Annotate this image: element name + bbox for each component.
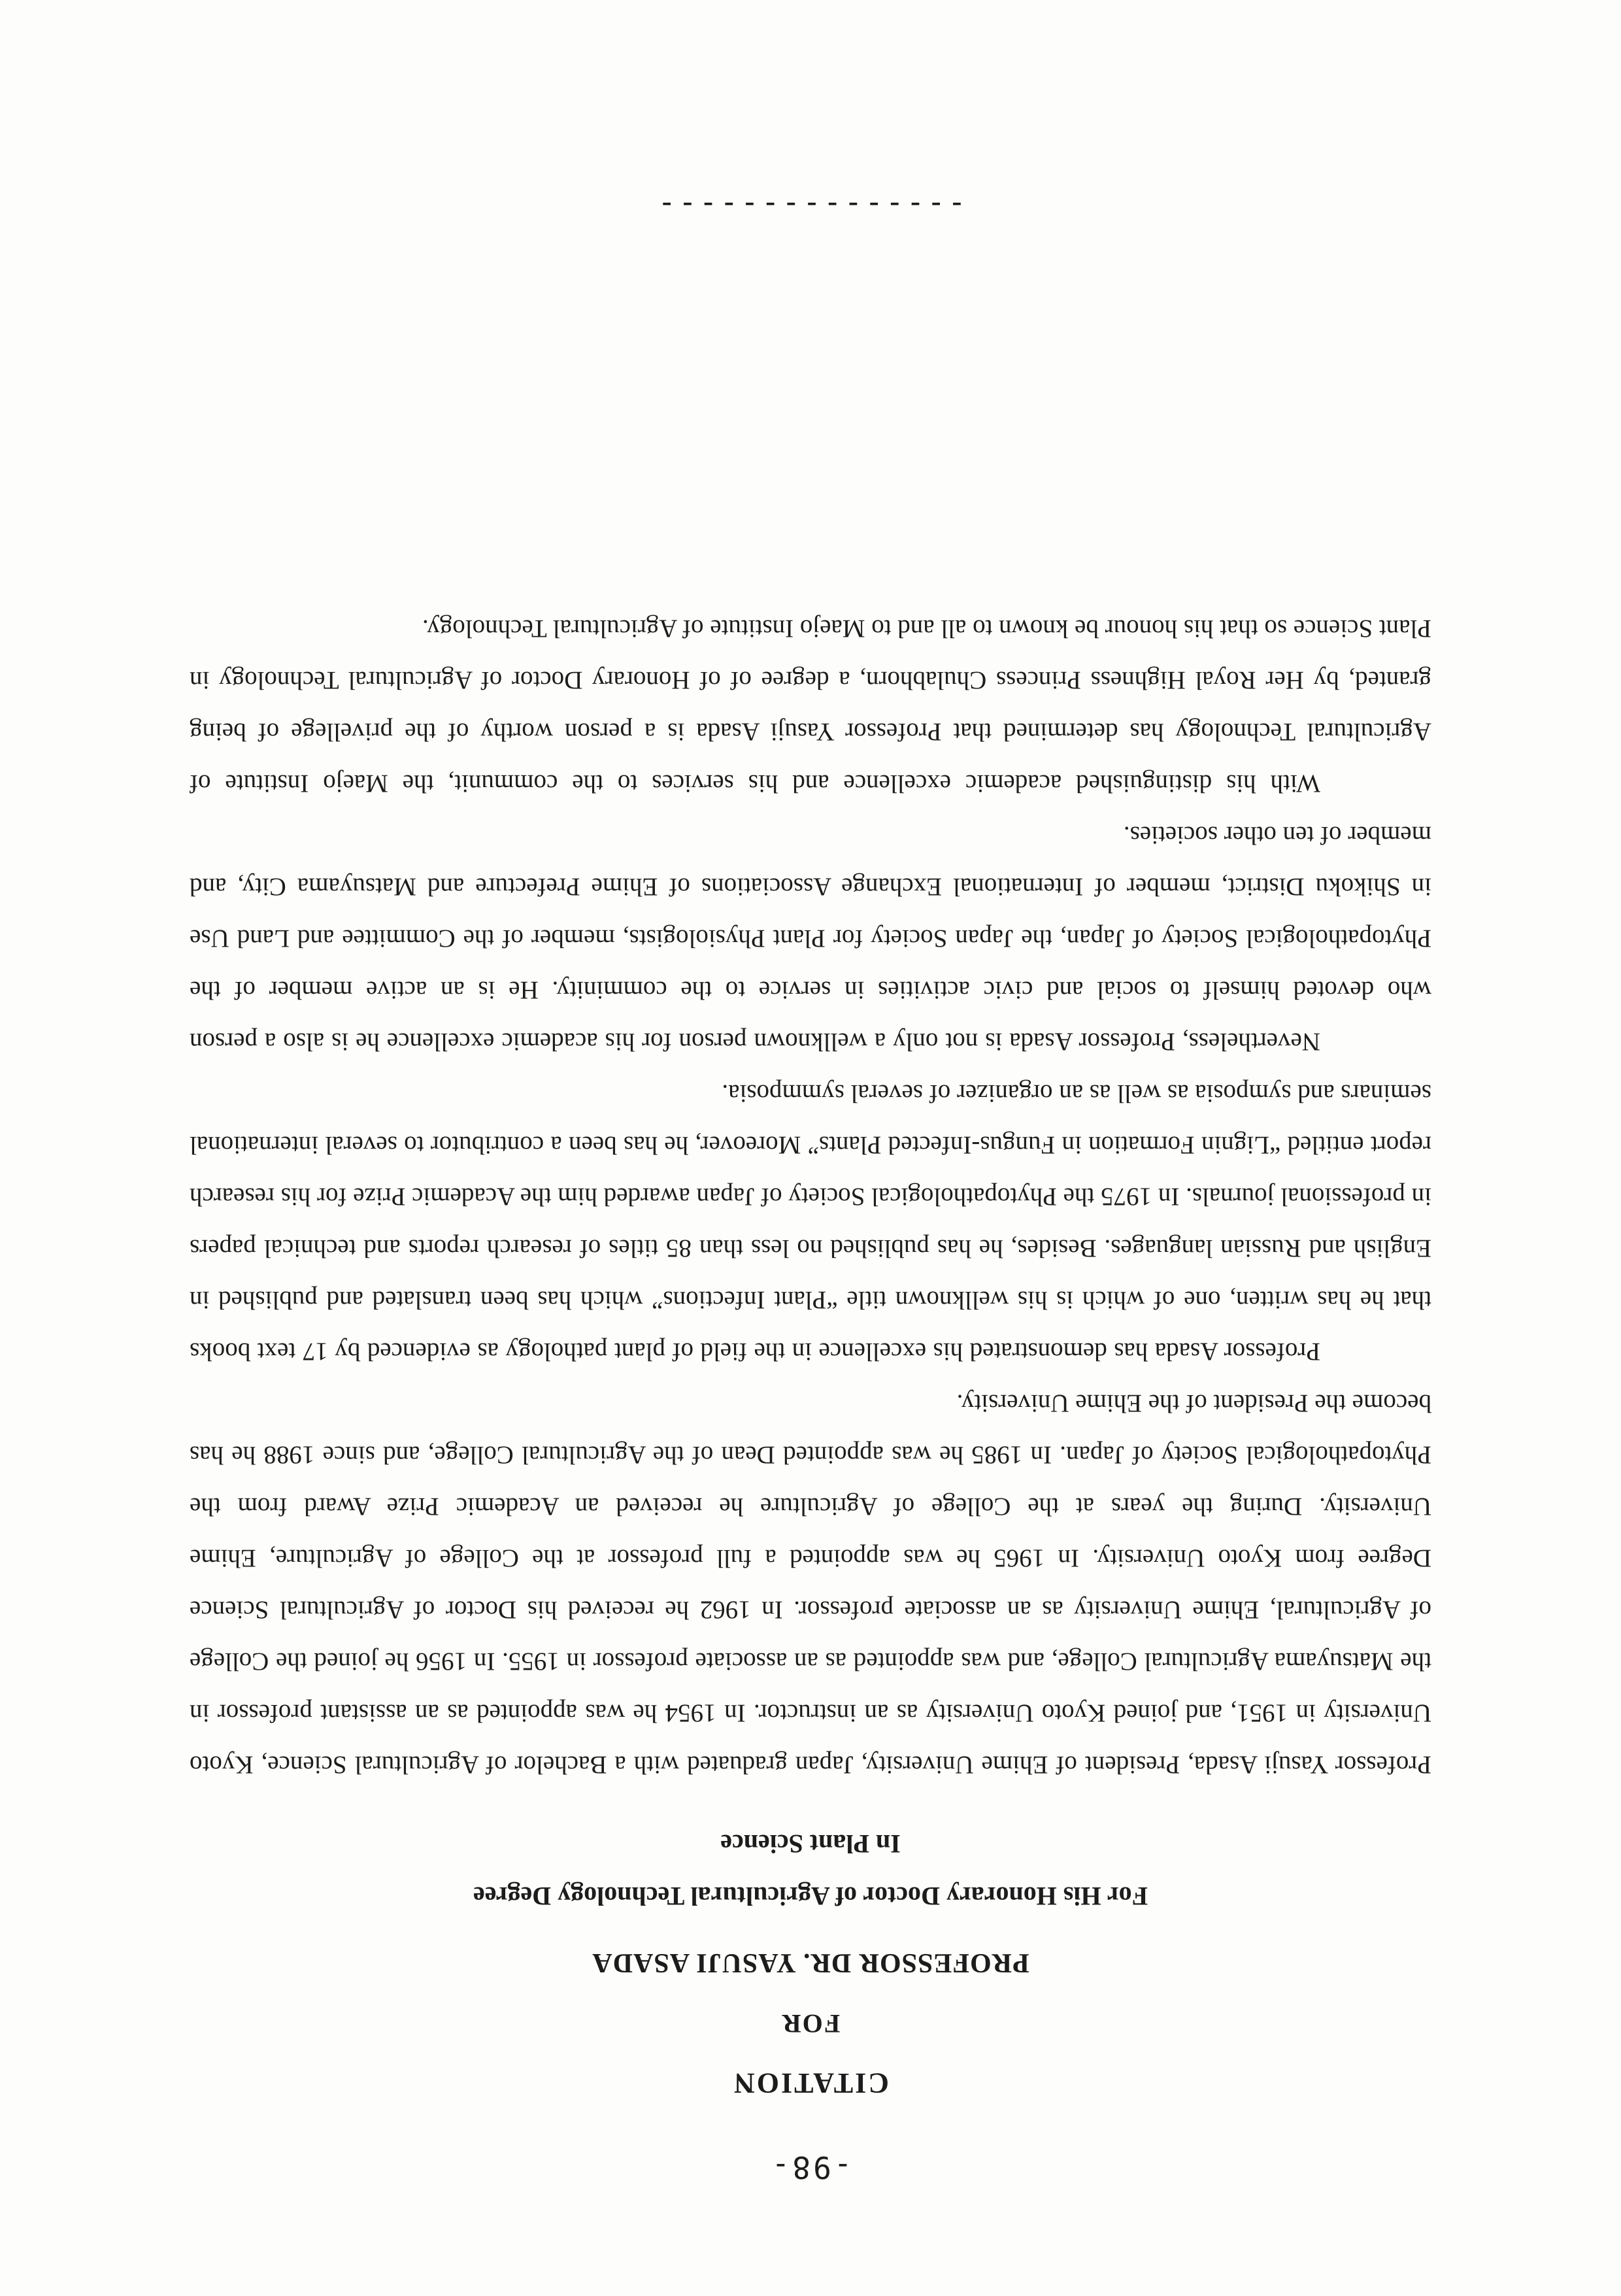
- page-number: -98-: [769, 2150, 852, 2185]
- end-separator: ---------------: [655, 188, 966, 224]
- paragraph-service: Nevertheless, Professor Asada is not only a wellknown person for his academic excellence he is also a person who devoted himself to social and civic activities in service to the comminity. He is an active member of the Phytopathological Society of Japan, the Japan Society for Plant Physiologists, member of the Committee and Land Use in Shikoku District, member of International Exchange Associations of Ehime Prefecture and Matsuyama City, and member of ten other societies.: [190, 821, 1431, 1056]
- honoree-name-heading: PROFESSOR DR. YASUJI ASADA: [592, 1948, 1029, 1978]
- paragraph-career: Professor Yasuji Asada, President of Ehime University, Japan graduated with a Bachelor of Agricultural Science, Kyoto University in 1951, and joined Kyoto University as an instructor. In 1954 he was appointed as an assistant professor in the Matsuyama Agricultural College, and was appointed as an associate professor in 1955. In 1956 he joined the College of Agricultural, Ehime University as an associate professor. In 1962 he received his Doctor of Agricultural Science Degree from Kyoto University. In 1965 he was appointed a full professor at the College of Agriculture, Ehime University. During the years at the College of Agriculture he received an Academic Prize Award from the Phytopathological Society of Japan. In 1985 he was appointed Dean of the Agricultural College, and since 1988 he has become the President of the Ehime University.: [190, 1389, 1431, 1779]
- paragraph-research: Professor Asada has demonstrated his excellence in the field of plant pathology as evidenced by 17 text books that he has written, one of which is his wellknown title “Plant Infections” which has been translated and published in English and Russian languages. Besides, he has published no less than 85 titles of research reports and technical papers in professional journals. In 1975 the Phytopathological Society of Japan awarded him the Academic Prize for his research report entitled “Lignin Formation in Fungus-Infected Plants” Moreover, he has been a contributor to several international seminars and symposia as well as an organizer of several symmposia.: [190, 1079, 1431, 1366]
- citation-heading: CITATION: [732, 2067, 889, 2099]
- paragraph-conferment: With his distinguished academic excellence and his services to the communit, the Maejo Institute of Agricultural Technology has determined that Professor Yasuji Asada is a person worthy of the privellege of being granted, by Her Royal Highness Princess Chulabhorn, a degree of of Honorary Doctor of Agricultural Technology in Plant Science so that his honour be known to all and to Maejo Institute of Agricultural Technology.: [190, 615, 1431, 798]
- degree-heading: For His Honorary Doctor of Agricultural Technology Degree: [473, 1882, 1148, 1911]
- for-heading: FOR: [780, 2009, 841, 2038]
- field-heading: In Plant Science: [720, 1829, 901, 1859]
- citation-body: [190, 603, 1431, 1791]
